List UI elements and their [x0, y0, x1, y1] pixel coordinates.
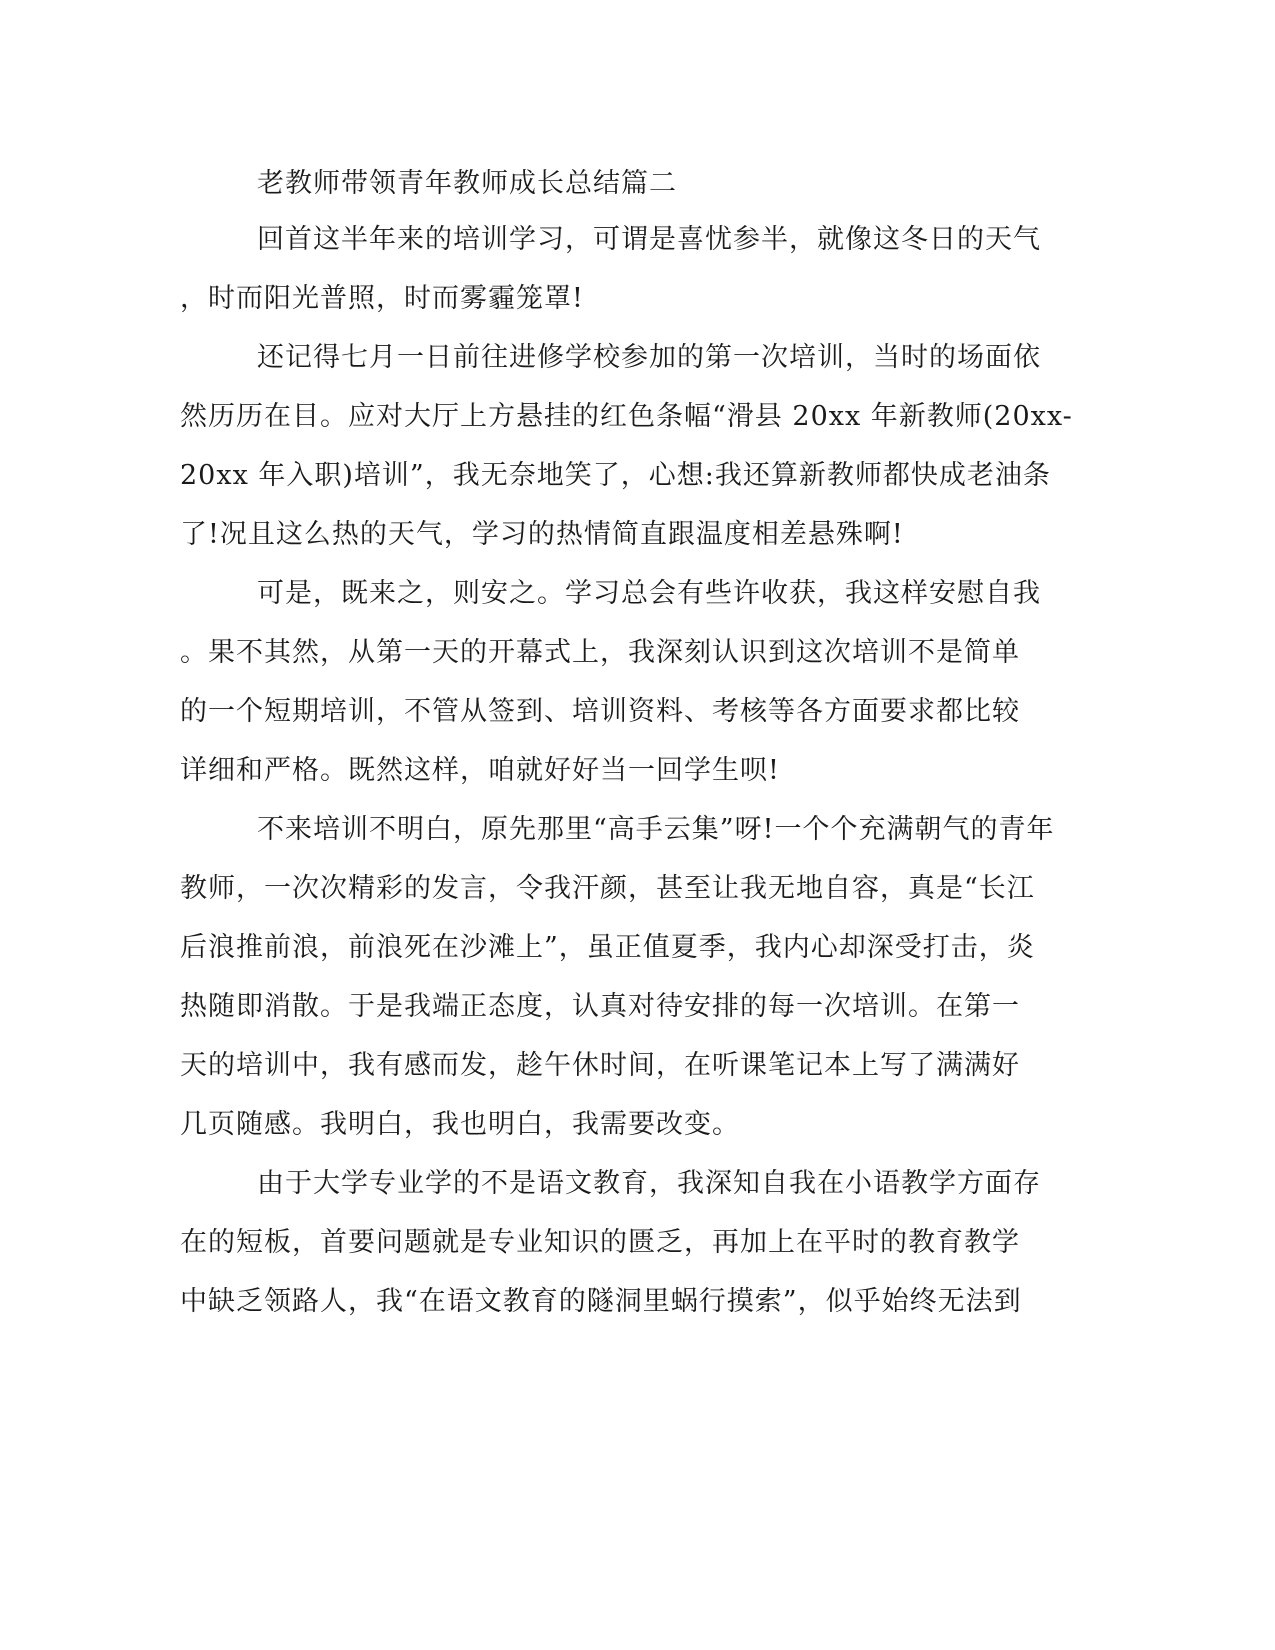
text-line: 天的培训中，我有感而发，趁午休时间，在听课笔记本上写了满满好 [180, 1050, 1020, 1081]
text-line: 热随即消散。于是我端正态度，认真对待安排的每一次培训。在第一 [180, 991, 1020, 1022]
text-line: 由于大学专业学的不是语文教育，我深知自我在小语教学方面存 [257, 1168, 1041, 1199]
text-line: 几页随感。我明白，我也明白，我需要改变。 [180, 1109, 740, 1140]
text-line: 回首这半年来的培训学习，可谓是喜忧参半，就像这冬日的天气 [257, 224, 1041, 255]
document-title: 老教师带领青年教师成长总结篇二 [257, 168, 677, 199]
text-line: ，时而阳光普照，时而雾霾笼罩! [180, 283, 584, 314]
text-line: 教师，一次次精彩的发言，令我汗颜，甚至让我无地自容，真是“长江 [180, 873, 1035, 904]
text-line: 。果不其然，从第一天的开幕式上，我深刻认识到这次培训不是简单 [180, 637, 1020, 668]
text-line: 详细和严格。既然这样，咱就好好当一回学生呗! [180, 755, 780, 786]
text-line: 20xx 年入职)培训”，我无奈地笑了，心想:我还算新教师都快成老油条 [180, 460, 1051, 491]
text-line: 在的短板，首要问题就是专业知识的匮乏，再加上在平时的教育教学 [180, 1227, 1020, 1258]
text-line: 可是，既来之，则安之。学习总会有些许收获，我这样安慰自我 [257, 578, 1041, 609]
text-line: 了!况且这么热的天气，学习的热情简直跟温度相差悬殊啊! [180, 519, 904, 550]
text-line: 然历历在目。应对大厅上方悬挂的红色条幅“滑县 20xx 年新教师(20xx- [180, 401, 1073, 432]
text-line: 还记得七月一日前往进修学校参加的第一次培训，当时的场面依 [257, 342, 1041, 373]
text-line: 不来培训不明白，原先那里“高手云集”呀!一个个充满朝气的青年 [257, 814, 1055, 845]
text-line: 的一个短期培训，不管从签到、培训资料、考核等各方面要求都比较 [180, 696, 1020, 727]
text-line: 后浪推前浪，前浪死在沙滩上”，虽正值夏季，我内心却深受打击，炎 [180, 932, 1035, 963]
text-line: 中缺乏领路人，我“在语文教育的隧洞里蜗行摸索”，似乎始终无法到 [180, 1286, 1022, 1317]
